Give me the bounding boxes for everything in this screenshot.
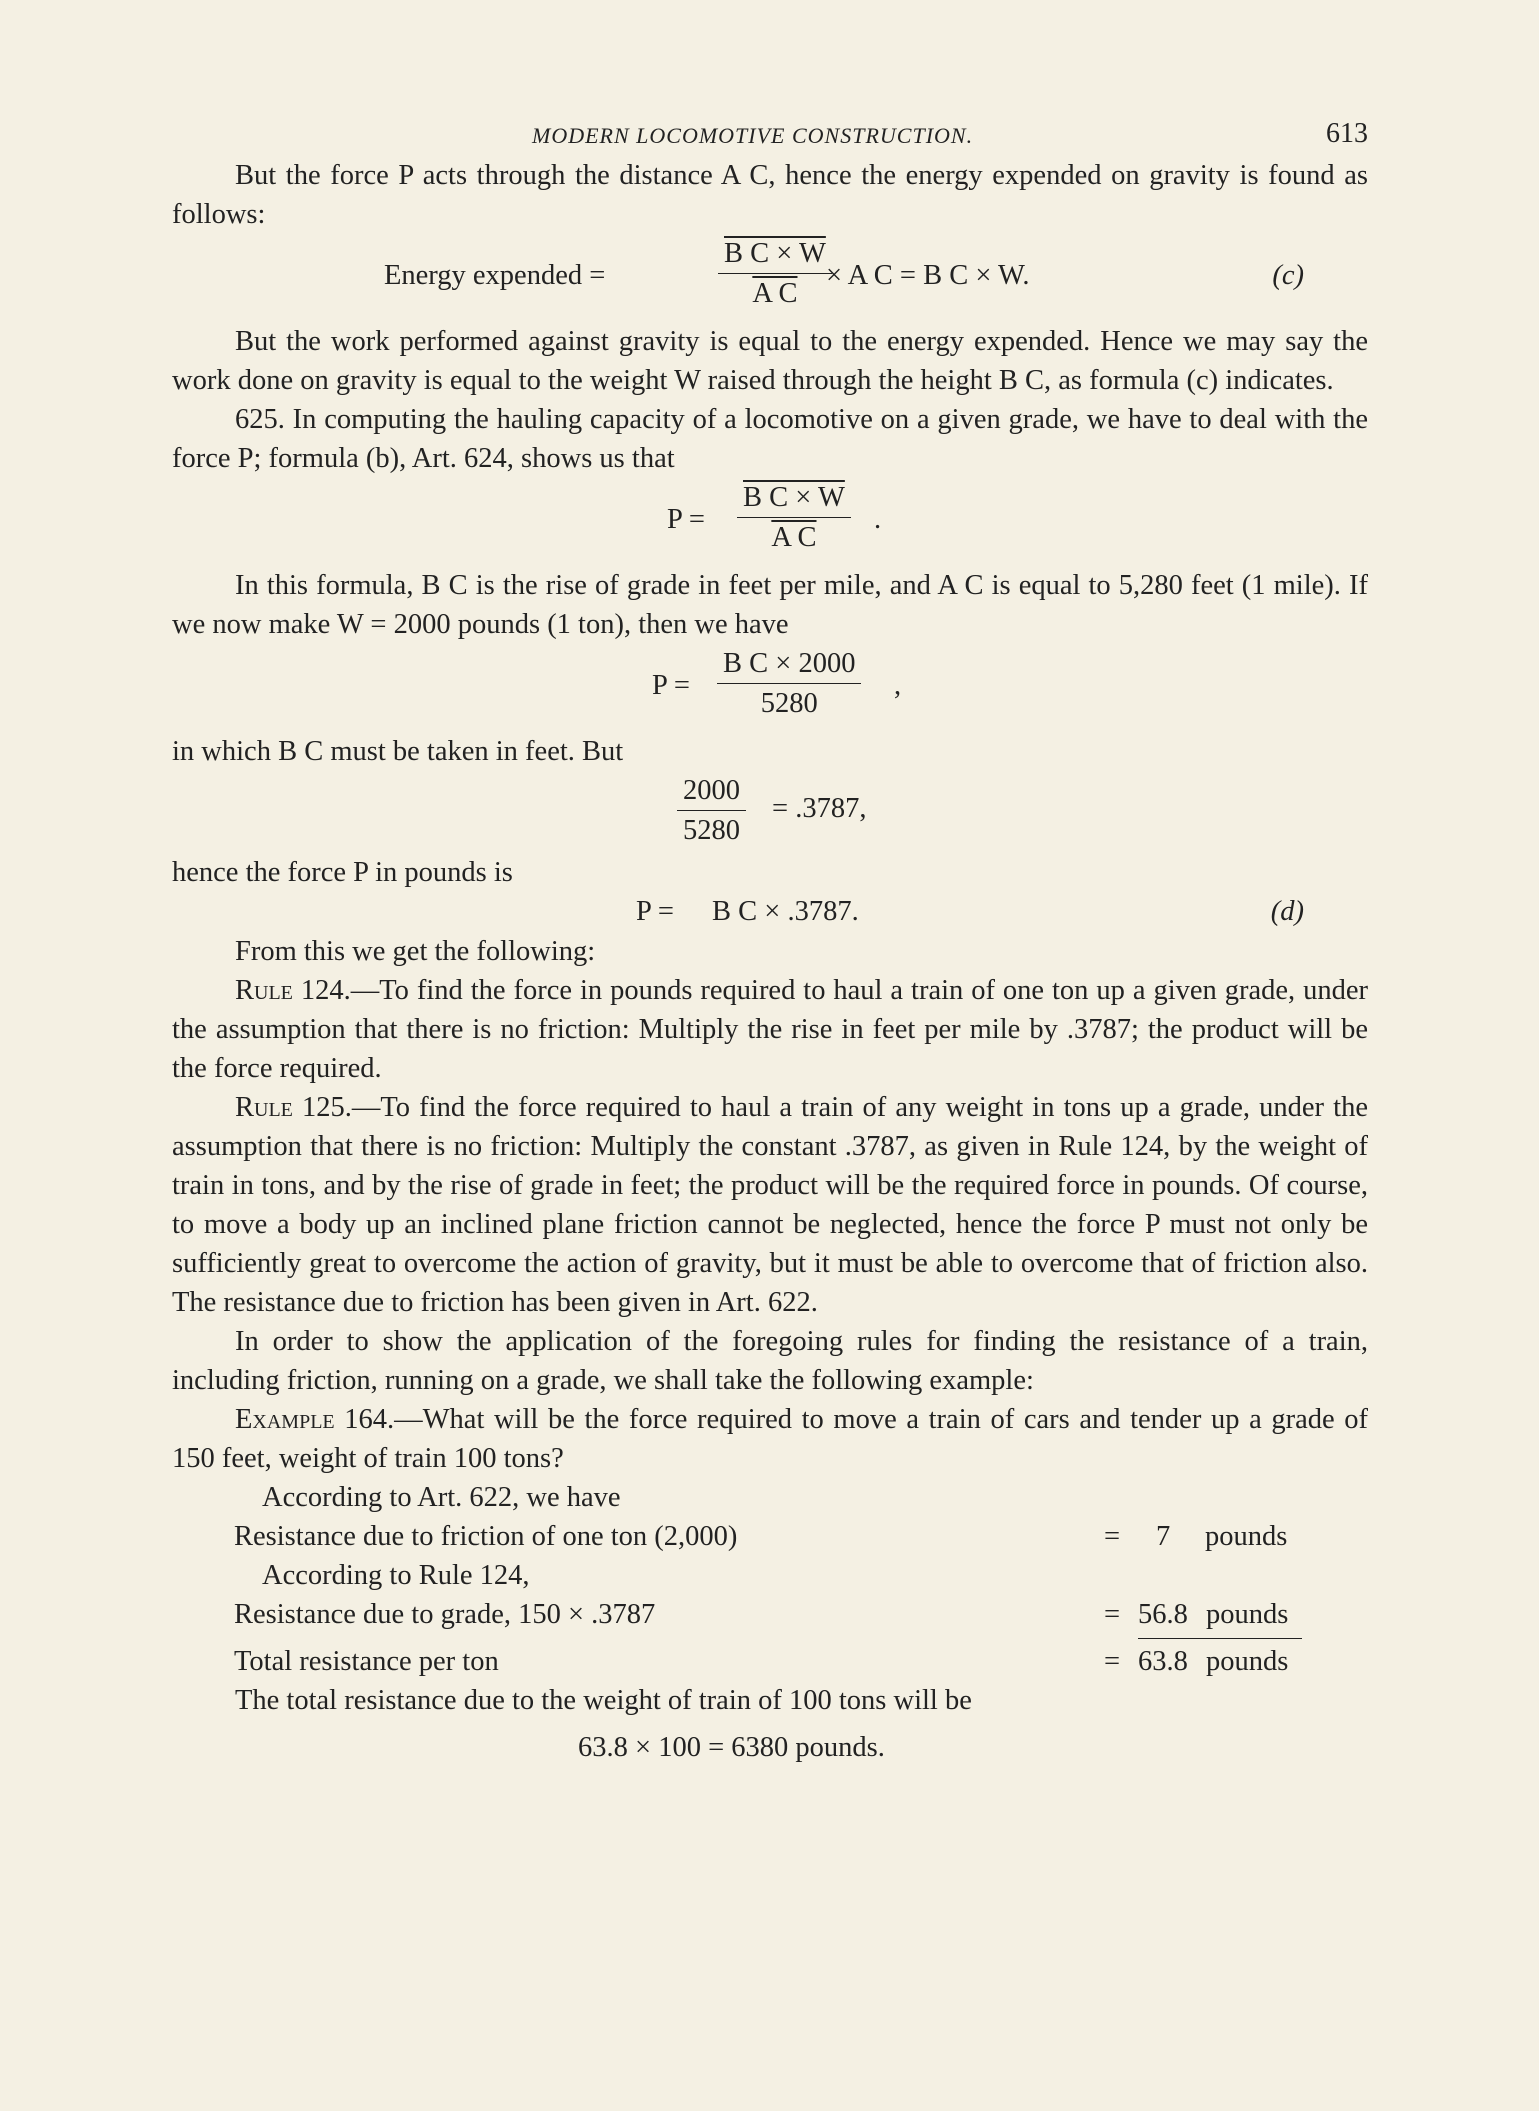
equation-d-rhs: B C × .3787.: [712, 896, 859, 927]
calc-line-2-unit: pounds: [1205, 1521, 1288, 1552]
book-page: [172, 110, 1368, 1767]
fraction-denominator: 5280: [683, 815, 740, 846]
calc-line-4-unit: pounds: [1206, 1599, 1289, 1630]
example-164-label: Example 164.: [235, 1404, 395, 1435]
calc-line-3-text: According to Rule 124,: [262, 1560, 530, 1591]
fraction-denominator: 5280: [760, 688, 818, 719]
calc-line-2-value: 7: [1156, 1521, 1171, 1552]
equation-p2-end: ,: [894, 670, 902, 701]
equation-ratio-rhs: = .3787,: [772, 793, 867, 824]
example-164-text: —What will be the force required to move a train of cars and tender up a grade of 150 feet, weight of train 100 tons?: [172, 1404, 1368, 1474]
calc-line-3: [172, 1556, 1368, 1595]
calc-line-4-label: Resistance due to grade, 150 × .3787: [234, 1599, 656, 1630]
final-equation-text: 63.8 × 100 = 6380 pounds.: [578, 1732, 885, 1763]
calc-line-5: [172, 1642, 1368, 1681]
rule-124-label: Rule 124.: [235, 975, 351, 1006]
rule-124: [172, 971, 1368, 1088]
fraction-denominator: A C: [771, 522, 817, 553]
paragraph-7: From this we get the following:: [235, 936, 596, 967]
equation-c-fraction: [718, 234, 832, 313]
equation-c: [172, 234, 1368, 322]
equation-c-lhs: Energy expended =: [384, 260, 606, 291]
equation-p2: [172, 644, 1368, 732]
equation-p1-end: .: [874, 504, 882, 535]
rule-124-text: —To find the force in pounds required to haul a train of one ton up a given grade, under the assumption that there is no friction: Multiply the rise in feet per mile by .3787; the product will be the force required.: [172, 975, 1368, 1084]
equation-p2-lhs: P =: [652, 670, 690, 701]
calc-line-1: [172, 1478, 1368, 1517]
calc-line-4-value: 56.8: [1138, 1599, 1188, 1630]
rule-125-label: Rule 125.: [235, 1092, 352, 1123]
sum-rule: [1138, 1638, 1302, 1639]
equation-d: [172, 892, 1368, 932]
equation-ratio-fraction: [677, 771, 746, 850]
paragraph-625: 625. In computing the hauling capacity of a locomotive on a given grade, we have to deal with the force P; formula (b), Art. 624, shows us that: [172, 404, 1368, 474]
running-title: MODERN LOCOMOTIVE CONSTRUCTION.: [532, 123, 974, 148]
paragraph-2: But the work performed against gravity is equal to the energy expended. Hence we may say the work done on gravity is equal to the weight W raised through the height B C, as formula (c) indicates.: [172, 326, 1368, 396]
equation-p1: [172, 478, 1368, 566]
fraction-numerator: B C × 2000: [723, 648, 856, 679]
calc-line-4: [172, 1595, 1368, 1634]
calc-line-4-equals: =: [1104, 1599, 1121, 1630]
paragraph-9: The total resistance due to the weight of train of 100 tons will be: [235, 1685, 972, 1716]
paragraph-5: in which B C must be taken in feet. But: [172, 736, 624, 767]
calc-line-2-label: Resistance due to friction of one ton (2,000): [234, 1521, 738, 1552]
equation-p1-lhs: P =: [667, 504, 705, 535]
page-header: [172, 110, 1368, 156]
equation-c-tag: (c): [1272, 260, 1304, 291]
rule-125: [172, 1088, 1368, 1322]
calc-line-1-text: According to Art. 622, we have: [262, 1482, 621, 1513]
paragraph-4: In this formula, B C is the rise of grade in feet per mile, and A C is equal to 5,280 feet (1 mile). If we now make W = 2000 pounds (1 ton), then we have: [172, 570, 1368, 640]
rule-125-text: —To find the force required to haul a train of any weight in tons up a grade, under the assumption that there is no friction: Multiply the constant .3787, as given in Rule 124, by the weight of train in tons, and by the rise of grade in feet; the product will be the required force in pounds. Of course, to move a body up an inclined plane friction cannot be neglected, hence the force P must not only be sufficiently great to overcome the action of gravity, but it must be able to overcome that of friction also. The resistance due to friction has been given in Art. 622.: [172, 1092, 1368, 1318]
calc-line-2: [172, 1517, 1368, 1556]
fraction-denominator: A C: [752, 278, 798, 309]
fraction-numerator: B C × W: [743, 482, 845, 513]
fraction-numerator: B C × W: [724, 238, 826, 269]
example-164: [172, 1400, 1368, 1478]
calc-line-5-unit: pounds: [1206, 1646, 1289, 1677]
paragraph-1: But the force P acts through the distance A C, hence the energy expended on gravity is found as follows:: [172, 160, 1368, 230]
calc-line-5-value: 63.8: [1138, 1646, 1188, 1677]
final-equation: [172, 1728, 1368, 1767]
calc-line-5-label: Total resistance per ton: [234, 1646, 499, 1677]
calc-line-5-equals: =: [1104, 1646, 1121, 1677]
page-number: 613: [1326, 118, 1368, 149]
paragraph-6: hence the force P in pounds is: [172, 857, 513, 888]
paragraph-8: In order to show the application of the foregoing rules for finding the resistance of a train, including friction, running on a grade, we shall take the following example:: [172, 1326, 1368, 1396]
equation-d-tag: (d): [1270, 896, 1304, 927]
equation-c-rhs: × A C = B C × W.: [826, 260, 1030, 291]
equation-p1-fraction: [737, 478, 851, 557]
equation-p2-fraction: [717, 644, 861, 723]
calc-line-2-equals: =: [1104, 1521, 1121, 1552]
fraction-numerator: 2000: [683, 775, 740, 806]
equation-ratio: [172, 771, 1368, 853]
equation-d-lhs: P =: [636, 896, 674, 927]
